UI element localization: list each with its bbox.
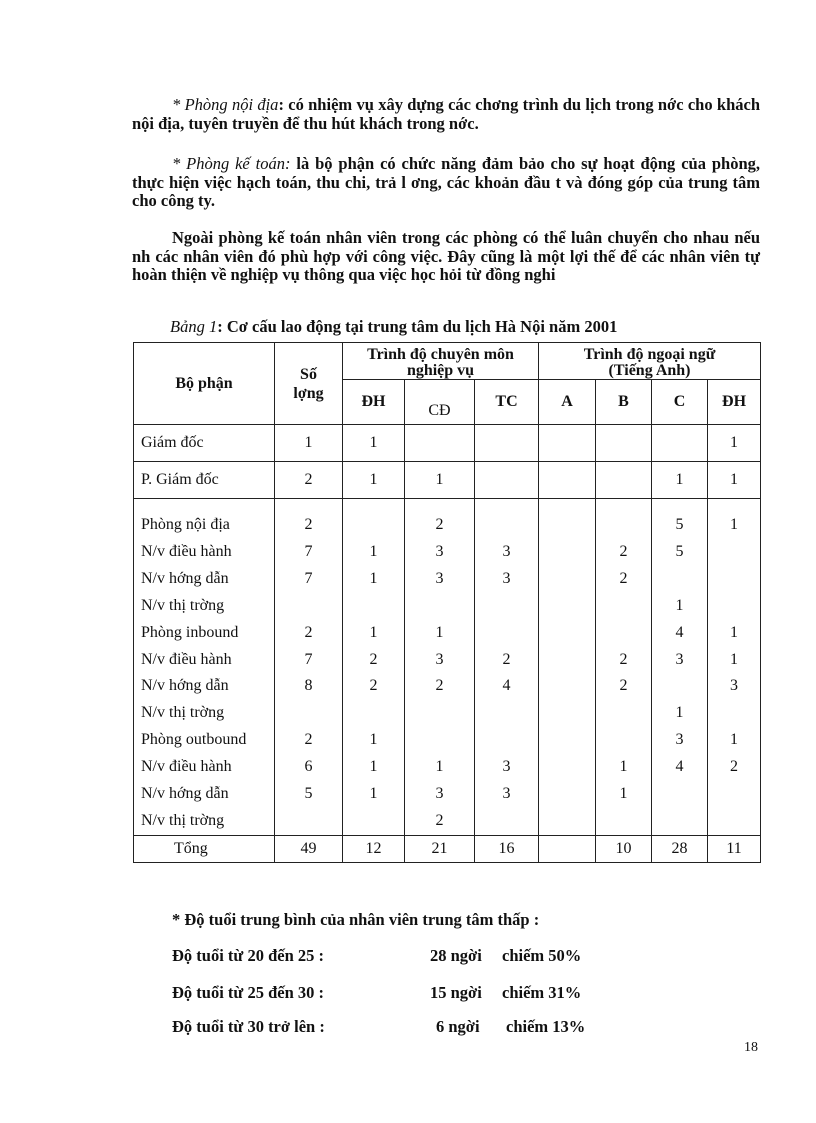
paragraph-lead: * Phòng kế toán: — [172, 154, 291, 173]
age-section-title: * Độ tuổi trung bình của nhân viên trung tâm thấp : — [172, 910, 540, 929]
cell-c — [652, 673, 708, 700]
cell-b — [596, 462, 652, 499]
cell-dh-english — [708, 808, 761, 835]
header-professional-level — [343, 343, 539, 380]
age-range-label: Độ tuổi từ 25 đến 30 : — [172, 983, 324, 1002]
cell-count: 2 — [275, 512, 343, 539]
cell-dh-english: 1 — [708, 620, 761, 647]
age-count: 6 ngời — [436, 1017, 480, 1036]
header-professional-line2: nghiệp vụ — [406, 361, 475, 379]
cell-tc — [475, 462, 539, 499]
cell-count: 7 — [275, 647, 343, 674]
cell-c: 4 — [652, 620, 708, 647]
paragraph-text: là bộ phận có chức năng đảm bảo cho sự hoạt động của phòng, thực hiện việc hạch toán, thu chi, trả l ơng, các khoản đầu t và đóng góp của trung tâm cho công ty. — [132, 154, 760, 210]
cell-tc: 3 — [475, 781, 539, 808]
table-row — [134, 700, 761, 727]
cell-total-b: 10 — [596, 835, 652, 862]
table-row — [134, 566, 761, 593]
cell-b: 2 — [596, 647, 652, 674]
cell-dh-english — [708, 539, 761, 566]
cell-tc — [475, 620, 539, 647]
age-range-label: Độ tuổi từ 20 đến 25 : — [172, 946, 324, 965]
cell-dh: 1 — [343, 462, 405, 499]
paragraph-domestic-department — [132, 96, 760, 133]
age-percent: chiếm 50% — [502, 946, 582, 965]
cell-b: 1 — [596, 754, 652, 781]
cell-a — [539, 673, 596, 700]
cell-c: 3 — [652, 727, 708, 754]
cell-b — [596, 727, 652, 754]
cell-count: 5 — [275, 781, 343, 808]
cell-department: N/v hớng dẫn — [134, 781, 275, 808]
cell-b: 2 — [596, 539, 652, 566]
cell-dh-english: 1 — [708, 512, 761, 539]
cell-count — [275, 700, 343, 727]
cell-c: 3 — [652, 647, 708, 674]
table-row — [134, 462, 761, 499]
age-percent: chiếm 31% — [502, 983, 582, 1002]
cell-cd: 2 — [405, 512, 475, 539]
cell-b — [596, 512, 652, 539]
cell-a — [539, 425, 596, 462]
cell-dh: 2 — [343, 673, 405, 700]
cell-c — [652, 425, 708, 462]
cell-cd: 1 — [405, 754, 475, 781]
cell-total-a — [539, 835, 596, 862]
cell-a — [539, 593, 596, 620]
cell-total-dh: 12 — [343, 835, 405, 862]
cell-cd: 1 — [405, 620, 475, 647]
table-row — [134, 647, 761, 674]
cell-a — [539, 620, 596, 647]
table-row — [134, 593, 761, 620]
cell-total-count: 49 — [275, 835, 343, 862]
cell-tc — [475, 727, 539, 754]
header-count-line2: lợng — [293, 384, 324, 402]
cell-a — [539, 539, 596, 566]
cell-dh-english: 1 — [708, 647, 761, 674]
cell-dh: 1 — [343, 620, 405, 647]
cell-total-cd: 21 — [405, 835, 475, 862]
cell-a — [539, 700, 596, 727]
cell-count: 7 — [275, 566, 343, 593]
cell-department: N/v điều hành — [134, 647, 275, 674]
header-sub-c: C — [652, 380, 708, 425]
cell-dh: 1 — [343, 425, 405, 462]
age-range-label: Độ tuổi từ 30 trở lên : — [172, 1017, 325, 1036]
cell-cd — [405, 425, 475, 462]
table-row — [134, 781, 761, 808]
cell-total-tc: 16 — [475, 835, 539, 862]
cell-a — [539, 781, 596, 808]
cell-count — [275, 593, 343, 620]
cell-tc: 2 — [475, 647, 539, 674]
cell-b: 1 — [596, 781, 652, 808]
cell-count: 6 — [275, 754, 343, 781]
cell-tc: 4 — [475, 673, 539, 700]
cell-b — [596, 593, 652, 620]
cell-c — [652, 781, 708, 808]
table-row — [134, 620, 761, 647]
cell-dh: 1 — [343, 781, 405, 808]
cell-count: 2 — [275, 620, 343, 647]
cell-department: N/v điều hành — [134, 754, 275, 781]
table-detail-rows — [134, 512, 761, 835]
cell-dh: 1 — [343, 566, 405, 593]
cell-dh: 2 — [343, 647, 405, 674]
cell-c — [652, 808, 708, 835]
header-sub-university: ĐH — [343, 380, 405, 425]
table-caption — [170, 317, 617, 337]
cell-dh-english — [708, 566, 761, 593]
cell-b: 2 — [596, 673, 652, 700]
table-row — [134, 539, 761, 566]
cell-tc: 3 — [475, 539, 539, 566]
cell-c: 1 — [652, 700, 708, 727]
header-sub-university-english: ĐH — [708, 380, 761, 425]
cell-tc — [475, 512, 539, 539]
cell-total-c: 28 — [652, 835, 708, 862]
cell-count: 2 — [275, 727, 343, 754]
cell-department: N/v thị trờng — [134, 808, 275, 835]
cell-department: N/v hớng dẫn — [134, 566, 275, 593]
header-count — [275, 343, 343, 425]
age-row — [172, 946, 632, 968]
header-department-label: Bộ phận — [175, 374, 233, 392]
cell-dh — [343, 593, 405, 620]
cell-dh: 1 — [343, 754, 405, 781]
paragraph-accounting-department — [132, 155, 760, 211]
cell-c: 1 — [652, 462, 708, 499]
cell-total-dh-english: 11 — [708, 835, 761, 862]
cell-count — [275, 808, 343, 835]
cell-a — [539, 808, 596, 835]
cell-cd — [405, 700, 475, 727]
cell-cd — [405, 727, 475, 754]
header-language-line2: (Tiếng Anh) — [608, 361, 691, 379]
cell-c: 4 — [652, 754, 708, 781]
cell-tc: 3 — [475, 566, 539, 593]
age-count: 15 ngời — [430, 983, 482, 1002]
header-sub-b: B — [596, 380, 652, 425]
cell-b — [596, 700, 652, 727]
cell-department: N/v thị trờng — [134, 700, 275, 727]
labor-structure-table — [133, 342, 761, 863]
cell-department: N/v điều hành — [134, 539, 275, 566]
cell-total-label: Tổng — [134, 835, 275, 862]
table-row — [134, 425, 761, 462]
table-row — [134, 727, 761, 754]
paragraph-staff-rotation — [132, 229, 760, 285]
table-row — [134, 754, 761, 781]
table-row — [134, 512, 761, 539]
cell-a — [539, 462, 596, 499]
cell-cd: 3 — [405, 781, 475, 808]
cell-dh: 1 — [343, 727, 405, 754]
cell-count: 8 — [275, 673, 343, 700]
cell-c: 5 — [652, 512, 708, 539]
page-number: 18 — [744, 1040, 758, 1055]
cell-department: Phòng inbound — [134, 620, 275, 647]
cell-b: 2 — [596, 566, 652, 593]
cell-dh — [343, 700, 405, 727]
cell-cd: 2 — [405, 673, 475, 700]
header-professional-line1: Trình độ chuyên môn — [367, 345, 514, 363]
cell-a — [539, 566, 596, 593]
cell-a — [539, 512, 596, 539]
cell-tc — [475, 425, 539, 462]
table-total-row — [134, 835, 761, 862]
cell-count: 2 — [275, 462, 343, 499]
cell-dh-english: 1 — [708, 727, 761, 754]
cell-tc: 3 — [475, 754, 539, 781]
cell-dh — [343, 512, 405, 539]
header-language-level — [539, 343, 761, 380]
cell-count: 7 — [275, 539, 343, 566]
cell-dh-english — [708, 700, 761, 727]
header-sub-vocational: TC — [475, 380, 539, 425]
cell-b — [596, 425, 652, 462]
cell-dh-english: 1 — [708, 425, 761, 462]
cell-cd: 3 — [405, 647, 475, 674]
header-sub-a: A — [539, 380, 596, 425]
cell-b — [596, 620, 652, 647]
cell-cd: 3 — [405, 566, 475, 593]
table-caption-text: : Cơ cấu lao động tại trung tâm du lịch Hà Nội năm 2001 — [217, 317, 618, 336]
paragraph-text: Ngoài phòng kế toán nhân viên trong các phòng có thể luân chuyển cho nhau nếu nh các nhân viên đó phù hợp với công việc. Đây cũng là một lợi thế để các nhân viên tự hoàn thiện về nghiệp vụ thông qua việc học hỏi từ đồng nghi — [132, 228, 760, 284]
cell-dh — [343, 808, 405, 835]
cell-tc — [475, 808, 539, 835]
cell-department: Giám đốc — [134, 425, 275, 462]
age-row — [172, 1017, 632, 1039]
cell-department: N/v thị trờng — [134, 593, 275, 620]
cell-cd: 1 — [405, 462, 475, 499]
cell-c: 5 — [652, 539, 708, 566]
header-sub-college: CĐ — [405, 380, 475, 425]
table-row — [134, 808, 761, 835]
cell-dh-english: 2 — [708, 754, 761, 781]
cell-department: Phòng nội địa — [134, 512, 275, 539]
cell-a — [539, 647, 596, 674]
cell-tc — [475, 700, 539, 727]
paragraph-text: : có nhiệm vụ xây dựng các chơng trình du lịch trong nớc cho khách nội địa, tuyên truyền để thu hút khách trong nớc. — [132, 95, 760, 133]
cell-cd — [405, 593, 475, 620]
cell-c — [652, 566, 708, 593]
cell-c: 1 — [652, 593, 708, 620]
age-row — [172, 983, 632, 1005]
age-percent: chiếm 13% — [506, 1017, 586, 1036]
cell-cd: 3 — [405, 539, 475, 566]
cell-a — [539, 727, 596, 754]
table-row — [134, 673, 761, 700]
cell-dh-english: 3 — [708, 673, 761, 700]
cell-department: P. Giám đốc — [134, 462, 275, 499]
cell-dh: 1 — [343, 539, 405, 566]
cell-b — [596, 808, 652, 835]
paragraph-lead: * Phòng nội địa — [172, 95, 279, 114]
cell-department: N/v hớng dẫn — [134, 673, 275, 700]
header-language-line1: Trình độ ngoại ngữ — [583, 345, 716, 363]
table-caption-prefix: Bảng 1 — [170, 317, 218, 336]
cell-a — [539, 754, 596, 781]
header-count-line1: Số — [300, 365, 317, 383]
cell-cd: 2 — [405, 808, 475, 835]
cell-tc — [475, 593, 539, 620]
header-department — [134, 343, 275, 425]
cell-dh-english: 1 — [708, 462, 761, 499]
cell-dh-english — [708, 781, 761, 808]
cell-department: Phòng outbound — [134, 727, 275, 754]
cell-count: 1 — [275, 425, 343, 462]
table-spacer-row — [134, 499, 761, 513]
cell-dh-english — [708, 593, 761, 620]
age-count: 28 ngời — [430, 946, 482, 965]
